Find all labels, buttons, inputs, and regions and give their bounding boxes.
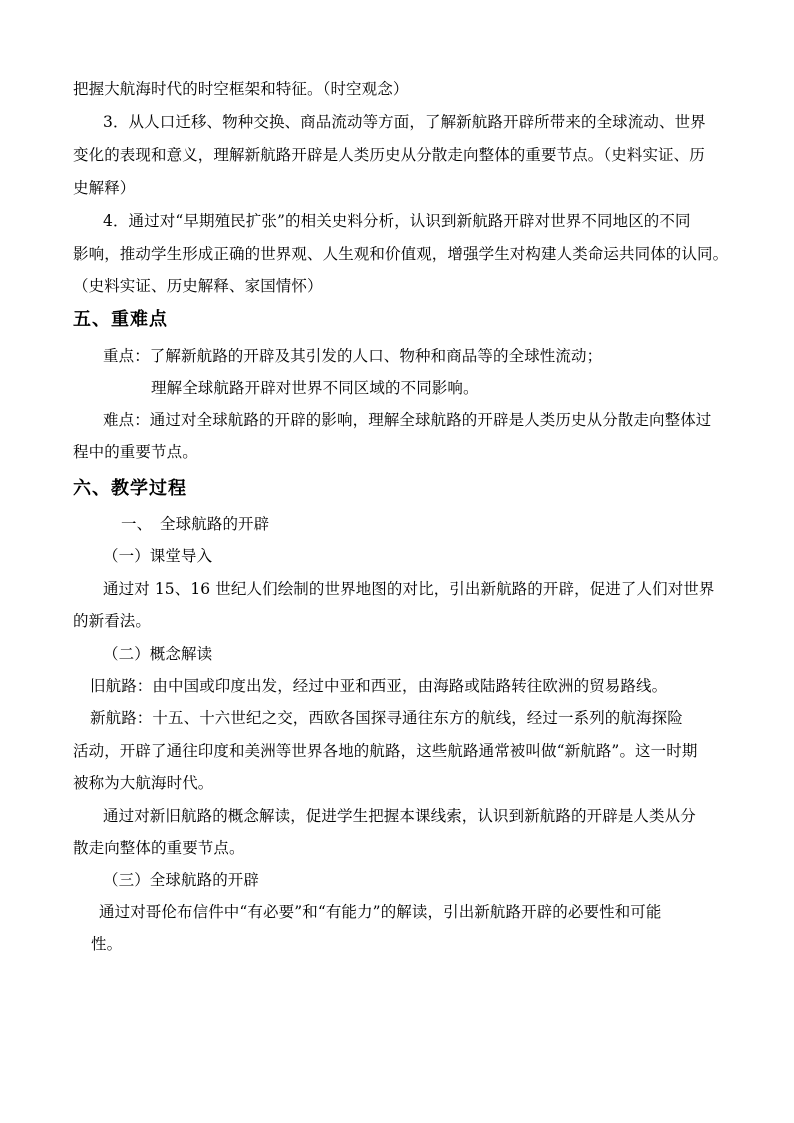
section-6-heading: 六、教学过程 xyxy=(73,478,187,499)
concept-summary-line-1: 通过对新旧航路的概念解读，促进学生把握本课线索，认识到新航路的开辟是人类从分 xyxy=(103,807,696,825)
objective-4-line-3: （史料实证、历史解释、家国情怀） xyxy=(73,277,323,295)
objective-3-line-2: 变化的表现和意义，理解新航路开辟是人类历史从分散走向整体的重要节点。（史料实证、历 xyxy=(73,146,705,164)
difficult-point-line-2: 程中的重要节点。 xyxy=(73,443,198,461)
old-route-line: 旧航路：由中国或印度出发，经过中亚和西亚，由海路或陆路转往欧洲的贸易路线。 xyxy=(90,677,668,695)
section-5-heading: 五、重难点 xyxy=(73,309,168,330)
part-2-title: （二）概念解读 xyxy=(103,645,213,663)
objective-4-line-2: 影响，推动学生形成正确的世界观、人生观和价值观，增强学生对构建人类命运共同体的认同。 xyxy=(73,245,729,263)
key-point-line-1: 重点：了解新航路的开辟及其引发的人口、物种和商品等的全球性流动； xyxy=(103,347,603,365)
columbus-line-1: 通过对哥伦布信件中“有必要”和“有能力”的解读，引出新航路开辟的必要性和可能 xyxy=(99,903,662,921)
new-route-line-1: 新航路：十五、十六世纪之交，西欧各国探寻通往东方的航线，经过一系列的航海探险 xyxy=(90,709,683,727)
objective-2-tail: 把握大航海时代的时空框架和特征。（时空观念） xyxy=(73,80,409,98)
concept-summary-line-2: 散走向整体的重要节点。 xyxy=(73,839,245,857)
columbus-line-2: 性。 xyxy=(91,935,123,953)
part-3-title: （三）全球航路的开辟 xyxy=(103,871,260,889)
objective-3-line-3: 史解释） xyxy=(73,179,136,197)
objective-4-line-1: 4．通过对“早期殖民扩张”的相关史料分析，认识到新航路开辟对世界不同地区的不同 xyxy=(103,212,691,230)
intro-line-1: 通过对 15、16 世纪人们绘制的世界地图的对比，引出新航路的开辟，促进了人们对世界 xyxy=(103,580,715,598)
intro-line-2: 的新看法。 xyxy=(73,612,152,630)
part-1-title: （一）课堂导入 xyxy=(103,547,213,565)
key-point-line-2: 理解全球航路开辟对世界不同区域的不同影响。 xyxy=(151,379,479,397)
new-route-line-2: 活动，开辟了通往印度和美洲等世界各地的航路，这些航路通常被叫做“新航路”。这一时期 xyxy=(73,742,698,760)
difficult-point-line-1: 难点：通过对全球航路的开辟的影响，理解全球航路的开辟是人类历史从分散走向整体过 xyxy=(103,411,712,429)
subsection-1-title: 一、 全球航路的开辟 xyxy=(121,515,270,533)
new-route-line-3: 被称为大航海时代。 xyxy=(73,774,214,792)
objective-3-line-1: 3．从人口迁移、物种交换、商品流动等方面，了解新航路开辟所带来的全球流动、世界 xyxy=(103,113,706,131)
